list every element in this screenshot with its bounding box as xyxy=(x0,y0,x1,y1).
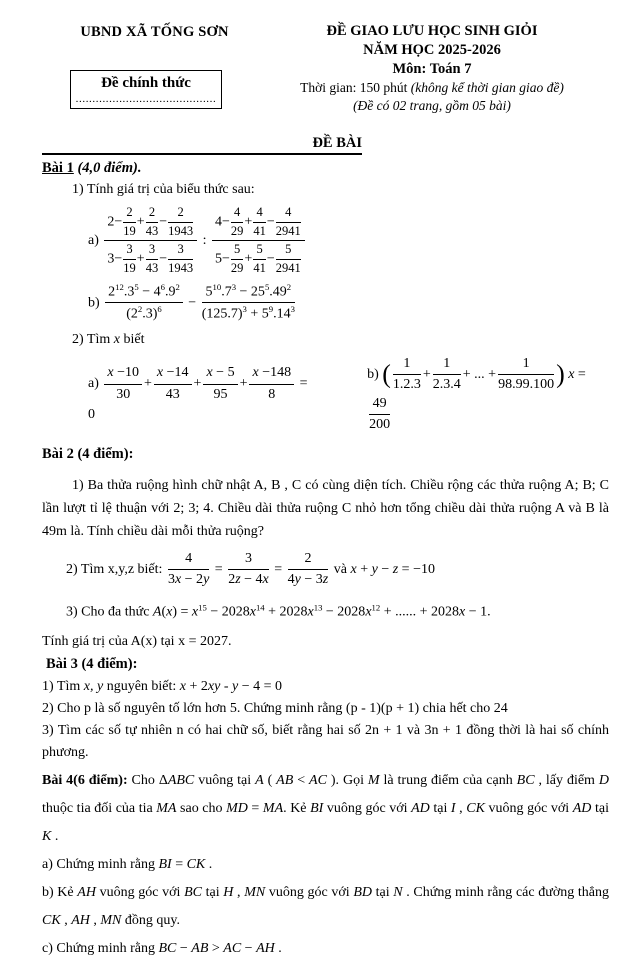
math-run: (4,0 điểm). xyxy=(77,160,142,176)
math-run: − xyxy=(266,214,275,230)
math-run: − xyxy=(377,561,393,577)
math-run: a) xyxy=(88,376,103,392)
math-run: x xyxy=(365,604,372,620)
math-run: xy xyxy=(207,678,221,694)
problem-1-q2-equation-a xyxy=(88,364,313,424)
math-run: + xyxy=(193,376,202,392)
math-run: biết xyxy=(119,332,145,348)
math-run: −10 xyxy=(113,365,140,381)
math-run: MD xyxy=(226,800,248,816)
problem-4-part-b xyxy=(42,879,609,935)
math-run: I xyxy=(450,800,456,816)
math-run: − 2028 xyxy=(322,604,366,620)
math-run: x xyxy=(166,604,173,620)
math-run: CK xyxy=(466,800,485,816)
math-run: + 2 xyxy=(186,678,208,694)
math-run: AC xyxy=(309,772,327,788)
math-run: AB xyxy=(191,940,209,956)
math-run: AD xyxy=(411,800,430,816)
math-run: c) Chứng minh rằng xyxy=(42,940,159,956)
math-run: . xyxy=(205,856,213,872)
math-run: + ...... + 2028 xyxy=(380,604,459,620)
problem-1-q1-label: 1) Tính giá trị của biểu thức sau: xyxy=(72,182,255,197)
exam-title-block xyxy=(267,22,609,115)
math-run: CK xyxy=(42,912,61,928)
math-run: < xyxy=(293,772,310,788)
math-run: N xyxy=(393,884,403,900)
math-run: x xyxy=(568,367,575,383)
math-run: ). Gọi xyxy=(326,772,368,788)
math-run: vuông góc với xyxy=(95,884,185,900)
math-run: CK xyxy=(186,856,206,872)
math-run: x xyxy=(107,365,114,381)
math-run: a) xyxy=(88,232,103,248)
math-run: . Chứng minh rằng các đường thẳng xyxy=(402,884,609,900)
math-run: x xyxy=(179,678,187,694)
math-run: − 2028 xyxy=(206,604,250,620)
problem-3-heading: Bài 3 (4 điểm): xyxy=(46,655,138,672)
math-run: − 5 xyxy=(212,365,235,381)
math-run: 2) Tìm xyxy=(72,332,114,348)
math-run: H xyxy=(223,884,234,900)
math-fraction: $\frac{3}{43}$ xyxy=(145,242,159,275)
math-fraction: $\frac{2}{43}$ xyxy=(145,205,159,238)
math-run: = xyxy=(211,561,227,577)
math-run: x xyxy=(307,604,314,620)
official-exam-label: Đề chính thức xyxy=(101,74,191,91)
math-run: , xyxy=(89,912,101,928)
math-run: AH xyxy=(71,912,90,928)
math-run: − 4 = 0 xyxy=(238,678,283,694)
math-run: MN xyxy=(100,912,122,928)
math-run: , xyxy=(233,884,245,900)
math-run: BI xyxy=(310,800,324,816)
math-run: MA xyxy=(262,800,284,816)
math-run: Bài 4(6 điểm): xyxy=(42,772,128,788)
math-fraction: $\frac{2}{1943}$ xyxy=(168,205,194,238)
math-run: BC xyxy=(184,884,202,900)
math-run: tại xyxy=(201,884,224,900)
math-run: a) Chứng minh rằng xyxy=(42,856,159,872)
math-run: AB xyxy=(276,772,294,788)
math-run: Cho Δ xyxy=(127,772,168,788)
math-run: y xyxy=(371,561,378,577)
math-run: > xyxy=(208,940,224,956)
math-fraction: $\frac{x -14}{43}$ xyxy=(154,364,192,403)
problem-2-q1: 1) Ba thửa ruộng hình chữ nhật A, B , C có cùng diện tích. Chiều rộng các thửa ruộng A; B; C lần lượt tỉ lệ thuận với 2; 3; 4. Chiều dài thửa ruộng C nhỏ hơn tổng chiều dài thửa ruộng A và B là 49m là. Tính chiều dài mỗi thửa ruộng? xyxy=(42,477,609,539)
problem-1-q2-equation-b xyxy=(367,355,609,434)
math-run: − xyxy=(266,251,275,267)
math-run: 2− xyxy=(107,214,123,230)
math-run: MA xyxy=(156,800,177,816)
math-run: + xyxy=(356,561,372,577)
math-fraction: $\frac{2}{4y - 3z}$ xyxy=(287,550,329,588)
math-run: + xyxy=(136,214,145,230)
math-fraction: $\frac{3}{19}$ xyxy=(123,242,136,275)
math-run: (không kể thời gian giao đề) xyxy=(410,80,564,95)
math-run: + xyxy=(239,376,248,392)
math-run: AD xyxy=(572,800,592,816)
math-run: nguyên biết: xyxy=(103,678,180,694)
math-run: 12 xyxy=(371,602,381,613)
problem-4-part-c xyxy=(42,935,609,963)
math-run: y xyxy=(294,572,301,588)
math-fraction: $\frac{1}{2.3.4}$ xyxy=(432,356,461,393)
math-run: − 3 xyxy=(300,572,323,588)
math-run: x xyxy=(249,604,256,620)
math-run: 14 xyxy=(255,602,265,613)
math-run: , xyxy=(455,800,467,816)
math-run: 15 xyxy=(198,602,207,613)
dotted-line: .......................................... xyxy=(75,92,217,105)
math-fraction: $\frac{x - 5}{95}$ xyxy=(203,364,237,403)
math-fraction: $\frac{3}{2z - 4x}$ xyxy=(228,550,269,588)
problem-1-heading xyxy=(42,158,609,179)
math-fraction: $\frac{5}{2941}$ xyxy=(275,242,301,275)
math-run: tại xyxy=(591,800,609,816)
problem-1-expression-a xyxy=(88,205,609,277)
math-run: vuông tại xyxy=(194,772,256,788)
math-run: M xyxy=(367,772,380,788)
math-run: −14 xyxy=(163,365,189,381)
math-run: BC xyxy=(516,772,535,788)
math-run: 3) Cho đa thức xyxy=(66,604,153,620)
math-run: − xyxy=(159,251,168,267)
math-run: x xyxy=(262,572,269,588)
math-run: = xyxy=(247,800,263,816)
math-run: + 2028 xyxy=(264,604,308,620)
math-run: . xyxy=(274,940,282,956)
math-fraction: $\frac{49}{200}$ xyxy=(369,395,391,432)
math-run: x xyxy=(113,332,120,348)
issuing-authority-block xyxy=(42,22,267,115)
math-run: 4 xyxy=(287,572,295,588)
math-run: vuông góc với xyxy=(323,800,412,816)
math-run: + xyxy=(136,251,145,267)
math-run: = xyxy=(270,561,286,577)
duration-line xyxy=(267,79,597,97)
exam-title: ĐỀ GIAO LƯU HỌC SINH GIỎI xyxy=(326,23,538,39)
problem-3-q1 xyxy=(42,676,609,698)
math-run: − 1. xyxy=(465,604,491,620)
math-run: x xyxy=(252,365,259,381)
math-run: AC xyxy=(223,940,242,956)
math-run: MN xyxy=(244,884,266,900)
math-run: + xyxy=(244,214,253,230)
math-run: = xyxy=(171,856,187,872)
math-run: x xyxy=(350,561,357,577)
math-run: − xyxy=(241,940,257,956)
problem-4-statement xyxy=(42,767,609,851)
math-run: z xyxy=(235,572,241,588)
math-run: A xyxy=(255,772,264,788)
problem-1-expression-b xyxy=(88,282,609,325)
math-run: x xyxy=(174,572,182,588)
math-run: − xyxy=(159,214,168,230)
math-run: 1) Tìm xyxy=(42,678,84,694)
problem-3-q3: 3) Tìm các số tự nhiên n có hai chữ số, biết rằng hai số 2n + 1 và 3n + 1 đồng thời là hai số chính phương. xyxy=(42,722,609,760)
math-run: y xyxy=(232,678,239,694)
math-run: z xyxy=(392,561,399,577)
math-run: x xyxy=(459,604,466,620)
math-run: b) xyxy=(88,295,104,311)
math-run: BC xyxy=(158,940,177,956)
school-year: NĂM HỌC 2025-2026 xyxy=(363,42,501,58)
math-run: z xyxy=(322,572,329,588)
math-run: x xyxy=(206,365,213,381)
math-run: ) = xyxy=(172,604,192,620)
math-run: 2) Tìm x,y,z biết: xyxy=(66,561,166,577)
document-header xyxy=(42,22,609,115)
math-run: vuông góc với xyxy=(484,800,573,816)
math-run: và xyxy=(330,561,351,577)
math-run: ( xyxy=(382,359,391,389)
math-run: , lấy điểm xyxy=(534,772,599,788)
math-run: sao cho xyxy=(176,800,227,816)
math-run: ABC xyxy=(167,772,195,788)
math-run: K xyxy=(42,828,52,844)
math-fraction: $\frac{4}{3x - 2y}$ xyxy=(167,550,210,588)
problem-3-q2: 2) Cho p là số nguyên tố lớn hơn 5. Chứng minh rằng (p - 1)(p + 1) chia hết cho 24 xyxy=(42,700,508,716)
math-run: Bài 1 xyxy=(42,160,74,176)
math-run: − xyxy=(176,940,192,956)
math-run: + xyxy=(244,251,253,267)
math-run: là trung điểm của cạnh xyxy=(379,772,517,788)
math-run: BD xyxy=(353,884,372,900)
math-run: tại xyxy=(429,800,451,816)
subject-line: Môn: Toán 7 xyxy=(392,61,472,77)
math-run: b) xyxy=(367,367,383,383)
math-run: , xyxy=(60,912,72,928)
math-fraction xyxy=(104,205,197,277)
math-run: D xyxy=(598,772,609,788)
math-run: b) Kẻ xyxy=(42,884,78,900)
math-run: x xyxy=(191,604,199,620)
math-run: ( xyxy=(263,772,277,788)
issuing-authority: UBND XÃ TỐNG SƠN xyxy=(80,24,229,40)
math-fraction: $\frac{x -10}{30}$ xyxy=(104,364,142,403)
math-run: BI xyxy=(158,856,172,872)
math-run: ( xyxy=(161,604,167,620)
problem-1-q2-label xyxy=(72,329,609,350)
math-run: x xyxy=(156,365,164,381)
math-run: 13 xyxy=(313,602,323,613)
math-fraction: $\frac{2}{19}$ xyxy=(123,205,136,238)
official-exam-box xyxy=(70,70,222,109)
math-run: = 0 xyxy=(88,376,308,422)
math-run: vuông góc với xyxy=(265,884,354,900)
math-run: 3 xyxy=(167,572,175,588)
math-run: = −10 xyxy=(398,561,435,577)
math-run: 3− xyxy=(107,251,123,267)
math-run: - xyxy=(220,678,233,694)
math-run: − 2 xyxy=(181,572,204,588)
math-run: AH xyxy=(256,940,275,956)
math-fraction: $\frac{4}{29}$ xyxy=(230,205,244,238)
math-fraction: $\frac{5^{10}.7^3 - 25^5.49^2}{(125.7)^3 + 5^9.14^3}$ xyxy=(201,281,295,322)
math-fraction: $\frac{x -148}{8}$ xyxy=(249,364,294,403)
math-fraction: $\frac{4}{41}$ xyxy=(253,205,266,238)
math-fraction: $\frac{5}{41}$ xyxy=(253,242,266,275)
problem-2-q2 xyxy=(66,550,609,589)
math-run: y xyxy=(203,572,210,588)
math-run: 5− xyxy=(215,251,230,267)
problem-4-part-a xyxy=(42,851,609,879)
math-run: . xyxy=(51,828,59,844)
math-run: tại xyxy=(371,884,394,900)
math-run: + xyxy=(422,367,431,383)
math-run: x, y xyxy=(83,678,104,694)
page-count-note: (Đề có 02 trang, gồm 05 bài) xyxy=(353,98,511,113)
math-fraction: $\frac{2^{12}.3^5 - 4^6.9^2}{(2^2.3)^6}$ xyxy=(105,282,183,325)
math-run: − 4 xyxy=(240,572,263,588)
problem-2-eval-line: Tính giá trị của A(x) tại x = 2027. xyxy=(42,633,232,649)
math-fraction: $\frac{3}{1943}$ xyxy=(168,242,194,275)
math-fraction: $\frac{5}{29}$ xyxy=(230,242,244,275)
math-fraction: $\frac{1}{1.2.3}$ xyxy=(392,356,421,393)
math-run: thuộc tia đối của tia xyxy=(42,800,157,816)
section-title: ĐỀ BÀI xyxy=(42,135,362,155)
math-fraction xyxy=(212,205,305,277)
math-run: : xyxy=(199,232,210,248)
math-run: Thời gian: 150 phút xyxy=(300,80,411,95)
math-run: 2 xyxy=(228,572,236,588)
problem-1-q2-row xyxy=(88,355,609,434)
math-run: AH xyxy=(77,884,96,900)
problem-2-heading: Bài 2 (4 điểm): xyxy=(42,445,134,462)
math-run: ) xyxy=(556,359,565,389)
math-run: + ... + xyxy=(462,367,497,383)
math-run: −148 xyxy=(258,365,292,381)
math-run: = xyxy=(574,367,586,383)
math-run: A xyxy=(152,604,162,620)
math-run: 4− xyxy=(215,214,230,230)
math-fraction: $\frac{1}{98.99.100}$ xyxy=(498,356,555,393)
math-fraction: $\frac{4}{2941}$ xyxy=(275,205,301,238)
math-run: + xyxy=(144,376,152,392)
math-run: − xyxy=(184,295,200,311)
problem-2-q3 xyxy=(66,596,609,624)
math-run: đồng quy. xyxy=(121,912,180,928)
math-run: . Kẻ xyxy=(283,800,311,816)
